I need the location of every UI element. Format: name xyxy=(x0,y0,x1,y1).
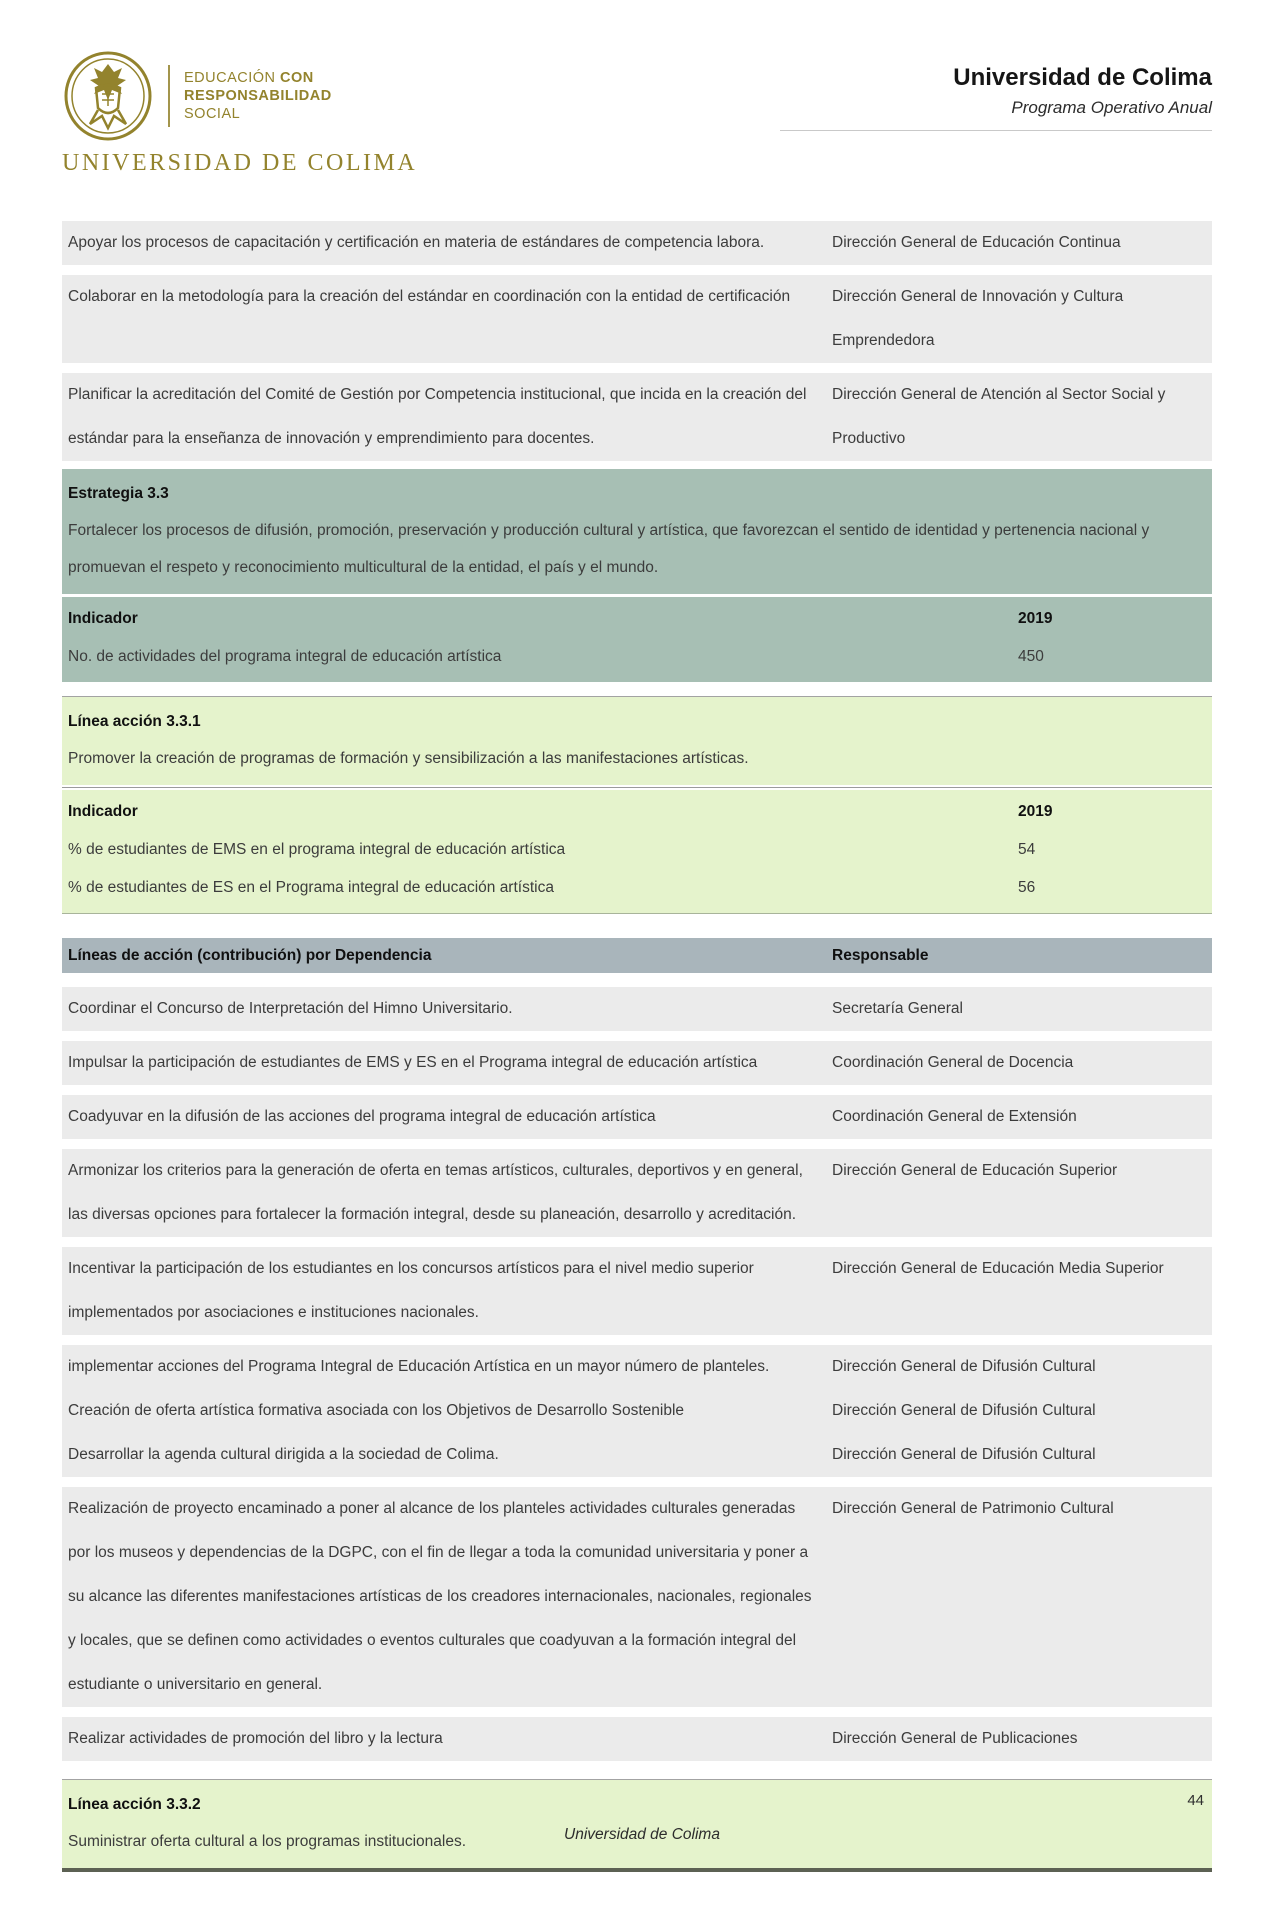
estrategia-description: Fortalecer los procesos de difusión, promoción, preservación y producción cultural y artística, que favorezcan el sentido de identidad y pertenencia nacional y promuevan el respeto y reconocimiento multicultural de la entidad, el país y el mundo. xyxy=(68,522,1150,576)
indicador-value: 54 xyxy=(1018,841,1036,858)
document-body xyxy=(62,221,1212,1872)
page-header xyxy=(62,50,1212,177)
table-row xyxy=(62,373,1212,461)
logo-divider xyxy=(168,65,170,127)
linea-332-description: Suministrar oferta cultural a los programas institucionales. xyxy=(68,1833,467,1850)
action-text: Realización de proyecto encaminado a poner al alcance de los planteles actividades culturales generadas por los museos y dependencias de la DGPC, con el fin de llegar a toda la comunidad universitaria y poner a su alcance las diferentes manifestaciones artísticas de los creadores internacionales, nacionales, regionales y locales, que se definen como actividades o eventos culturales que coadyuvan a la formación integral del estudiante o universitario en general. xyxy=(68,1500,812,1693)
table-row xyxy=(62,1247,1212,1335)
indicador-name: % de estudiantes de EMS en el programa integral de educación artística xyxy=(68,841,566,858)
table-row xyxy=(62,221,1212,265)
responsible-text: Dirección General de Educación Continua xyxy=(832,234,1121,251)
action-text: implementar acciones del Programa Integral de Educación Artística en un mayor número de planteles. xyxy=(68,1358,770,1375)
logo-tagline xyxy=(184,69,332,123)
action-text: Coordinar el Concurso de Interpretación del Himno Universitario. xyxy=(68,1000,513,1017)
table-row xyxy=(62,1041,1212,1085)
tagline-line3: SOCIAL xyxy=(184,106,241,123)
action-text: Incentivar la participación de los estudiantes en los concursos artísticos para el nivel medio superior implementados por asociaciones e instituciones nacionales. xyxy=(68,1260,754,1321)
linea-331-block xyxy=(62,696,1212,785)
table-row xyxy=(62,1149,1212,1237)
university-logo xyxy=(62,50,417,177)
action-text: Creación de oferta artística formativa asociada con los Objetivos de Desarrollo Sostenible xyxy=(68,1402,685,1419)
document-header xyxy=(780,64,1212,131)
indicador-year: 2019 xyxy=(1018,803,1053,820)
responsible-text: Dirección General de Educación Superior xyxy=(832,1162,1118,1179)
linea-332-label: Línea acción 3.3.2 xyxy=(68,1796,201,1813)
linea-331-description: Promover la creación de programas de formación y sensibilización a las manifestaciones artísticas. xyxy=(68,750,749,767)
linea-331-label: Línea acción 3.3.1 xyxy=(68,713,201,730)
table-header xyxy=(62,938,1212,973)
estrategia-indicador xyxy=(62,597,1212,682)
responsible-text: Dirección General de Difusión Cultural xyxy=(832,1358,1096,1375)
tagline-line1: EDUCACIÓN xyxy=(184,69,281,86)
linea-331-indicador xyxy=(62,790,1212,914)
divider xyxy=(62,787,1212,788)
indicador-name: No. de actividades del programa integral de educación artística xyxy=(68,648,502,665)
responsible-text: Dirección General de Atención al Sector Social y Productivo xyxy=(832,386,1166,447)
responsible-text: Dirección General de Difusión Cultural xyxy=(832,1446,1096,1463)
footer-institution: Universidad de Colima xyxy=(564,1826,720,1843)
table-row xyxy=(62,275,1212,363)
document-title: Universidad de Colima xyxy=(953,64,1212,91)
indicador-year: 2019 xyxy=(1018,610,1053,627)
table-row-group xyxy=(62,1345,1212,1477)
action-text: Realizar actividades de promoción del libro y la lectura xyxy=(68,1730,443,1747)
action-text: Coadyuvar en la difusión de las acciones del programa integral de educación artística xyxy=(68,1108,656,1125)
indicador-value: 450 xyxy=(1018,648,1044,665)
document-subtitle: Programa Operativo Anual xyxy=(1011,98,1212,117)
table-header-responsable: Responsable xyxy=(832,947,929,964)
responsible-text: Dirección General de Difusión Cultural xyxy=(832,1402,1096,1419)
table-row xyxy=(62,1487,1212,1707)
table-row xyxy=(62,1095,1212,1139)
table-row xyxy=(62,987,1212,1031)
action-text: Desarrollar la agenda cultural dirigida a la sociedad de Colima. xyxy=(68,1446,499,1463)
action-text: Colaborar en la metodología para la creación del estándar en coordinación con la entidad de certificación xyxy=(68,288,791,305)
indicador-value: 56 xyxy=(1018,879,1036,896)
responsible-text: Dirección General de Educación Media Superior xyxy=(832,1260,1164,1277)
estrategia-label: Estrategia 3.3 xyxy=(68,485,169,502)
university-crest-icon xyxy=(62,50,154,142)
table-header-lineas: Líneas de acción (contribución) por Dependencia xyxy=(68,947,432,964)
action-text: Impulsar la participación de estudiantes de EMS y ES en el Programa integral de educación artística xyxy=(68,1054,758,1071)
action-text: Planificar la acreditación del Comité de Gestión por Competencia institucional, que incida en la creación del estándar para la enseñanza de innovación y emprendimiento para docentes. xyxy=(68,386,807,447)
document-page xyxy=(0,50,1284,1872)
responsible-text: Coordinación General de Extensión xyxy=(832,1108,1077,1125)
tagline-line1-bold: CON xyxy=(280,69,314,86)
page-number: 44 xyxy=(1187,1792,1204,1809)
responsible-text: Coordinación General de Docencia xyxy=(832,1054,1074,1071)
action-text: Armonizar los criterios para la generación de oferta en temas artísticos, culturales, deportivos y en general, las diversas opciones para fortalecer la formación integral, desde su planeación, desarrollo y acreditación. xyxy=(68,1162,803,1223)
responsible-text: Dirección General de Publicaciones xyxy=(832,1730,1078,1747)
table-row xyxy=(68,1389,1204,1433)
table-row xyxy=(68,1433,1204,1477)
responsible-text: Dirección General de Patrimonio Cultural xyxy=(832,1500,1114,1517)
table-row xyxy=(62,1717,1212,1761)
table-row xyxy=(68,1345,1204,1389)
responsible-text: Dirección General de Innovación y Cultura Emprendedora xyxy=(832,288,1124,349)
action-text: Apoyar los procesos de capacitación y certificación en materia de estándares de competencia labora. xyxy=(68,234,765,251)
tagline-line2: RESPONSABILIDAD xyxy=(184,87,332,104)
indicador-label: Indicador xyxy=(68,610,138,627)
indicador-name: % de estudiantes de ES en el Programa integral de educación artística xyxy=(68,879,554,896)
responsible-text: Secretaría General xyxy=(832,1000,963,1017)
spacer xyxy=(62,914,1212,938)
institution-name: UNIVERSIDAD DE COLIMA xyxy=(62,150,418,176)
estrategia-block xyxy=(62,469,1212,594)
indicador-label: Indicador xyxy=(68,803,138,820)
